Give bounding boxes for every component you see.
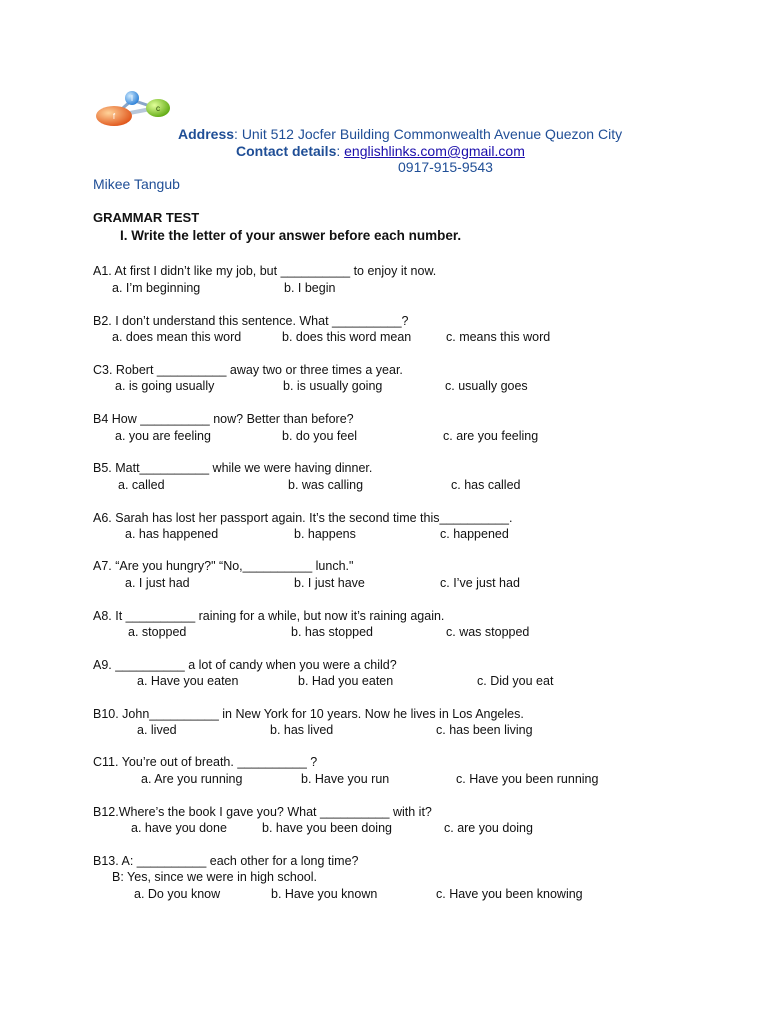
option-a: a. stopped [128,625,187,639]
question-text: B10. John__________ in New York for 10 years. Now he lives in Los Angeles. [93,707,524,721]
address-line: Address: Unit 512 Jocfer Building Commonwealth Avenue Quezon City [178,126,623,142]
option-a: a. has happened [125,527,219,541]
option-a: a. is going usually [115,379,215,393]
option-c: c. has been living [436,723,533,737]
logo-letter-c: c [156,104,160,113]
question-text: B13. A: __________ each other for a long time? [93,854,359,868]
question-text: B5. Matt__________ while we were having dinner. [93,461,373,475]
email-link[interactable]: englishlinks.com@gmail.com [344,143,525,159]
logo-letter-f: f [112,112,116,121]
option-b: b. was calling [288,478,364,492]
contact-line: Contact details: englishlinks.com@gmail.com [236,143,525,159]
question-text: B12.Where’s the book I gave you? What __________ with it? [93,805,432,819]
option-c: c. Have you been running [456,772,599,786]
test-title: GRAMMAR TEST [93,210,200,225]
option-c: c. are you feeling [443,429,539,443]
option-c: c. means this word [446,330,551,344]
question-text: C11. You’re out of breath. __________ ? [93,755,318,769]
option-a: a. I’m beginning [112,281,201,295]
question-text: A7. “Are you hungry?" “No,__________ lunch." [93,559,354,573]
question-subline: B: Yes, since we were in high school. [112,870,317,884]
option-a: a. Do you know [134,887,221,901]
option-a: a. Are you running [141,772,243,786]
option-b: b. do you feel [282,429,358,443]
option-b: b. Had you eaten [298,674,394,688]
logo-letter-l: l [131,94,133,103]
option-b: b. have you been doing [262,821,392,835]
option-b: b. Have you run [301,772,390,786]
option-c: c. I’ve just had [440,576,520,590]
option-a: a. Have you eaten [137,674,239,688]
option-b: b. Have you known [271,887,378,901]
option-c: c. Did you eat [477,674,554,688]
option-b: b. is usually going [283,379,383,393]
option-b: b. does this word mean [282,330,412,344]
author-name: Mikee Tangub [93,176,180,192]
option-c: c. was stopped [446,625,530,639]
address-label: Address [178,126,235,142]
option-b: b. I just have [294,576,365,590]
question-text: A1. At first I didn’t like my job, but __________ to enjoy it now. [93,264,437,278]
option-a: a. does mean this word [112,330,242,344]
option-a: a. called [118,478,165,492]
question-text: A8. It __________ raining for a while, but now it’s raining again. [93,609,445,623]
option-c: c. Have you been knowing [436,887,583,901]
test-instruction: I. Write the letter of your answer before each number. [120,228,462,243]
question-text: A6. Sarah has lost her passport again. It’s the second time this__________. [93,511,513,525]
phone-number: 0917-915-9543 [398,159,493,175]
option-a: a. lived [137,723,177,737]
option-b: b. happens [294,527,356,541]
address-value: Unit 512 Jocfer Building Commonwealth Avenue Quezon City [241,126,623,142]
question-text: C3. Robert __________ away two or three times a year. [93,363,403,377]
option-c: c. has called [451,478,521,492]
question-text: B4 How __________ now? Better than before? [93,412,354,426]
question-text: B2. I don’t understand this sentence. What __________? [93,314,409,328]
option-c: c. happened [440,527,509,541]
option-a: a. have you done [131,821,227,835]
option-c: c. usually goes [445,379,528,393]
logo-icon [94,88,174,132]
option-b: b. has lived [270,723,334,737]
question-text: A9. __________ a lot of candy when you were a child? [93,658,397,672]
option-b: b. I begin [284,281,336,295]
option-c: c. are you doing [444,821,533,835]
contact-label: Contact details [236,143,337,159]
option-a: a. you are feeling [115,429,211,443]
option-a: a. I just had [125,576,190,590]
option-b: b. has stopped [291,625,374,639]
